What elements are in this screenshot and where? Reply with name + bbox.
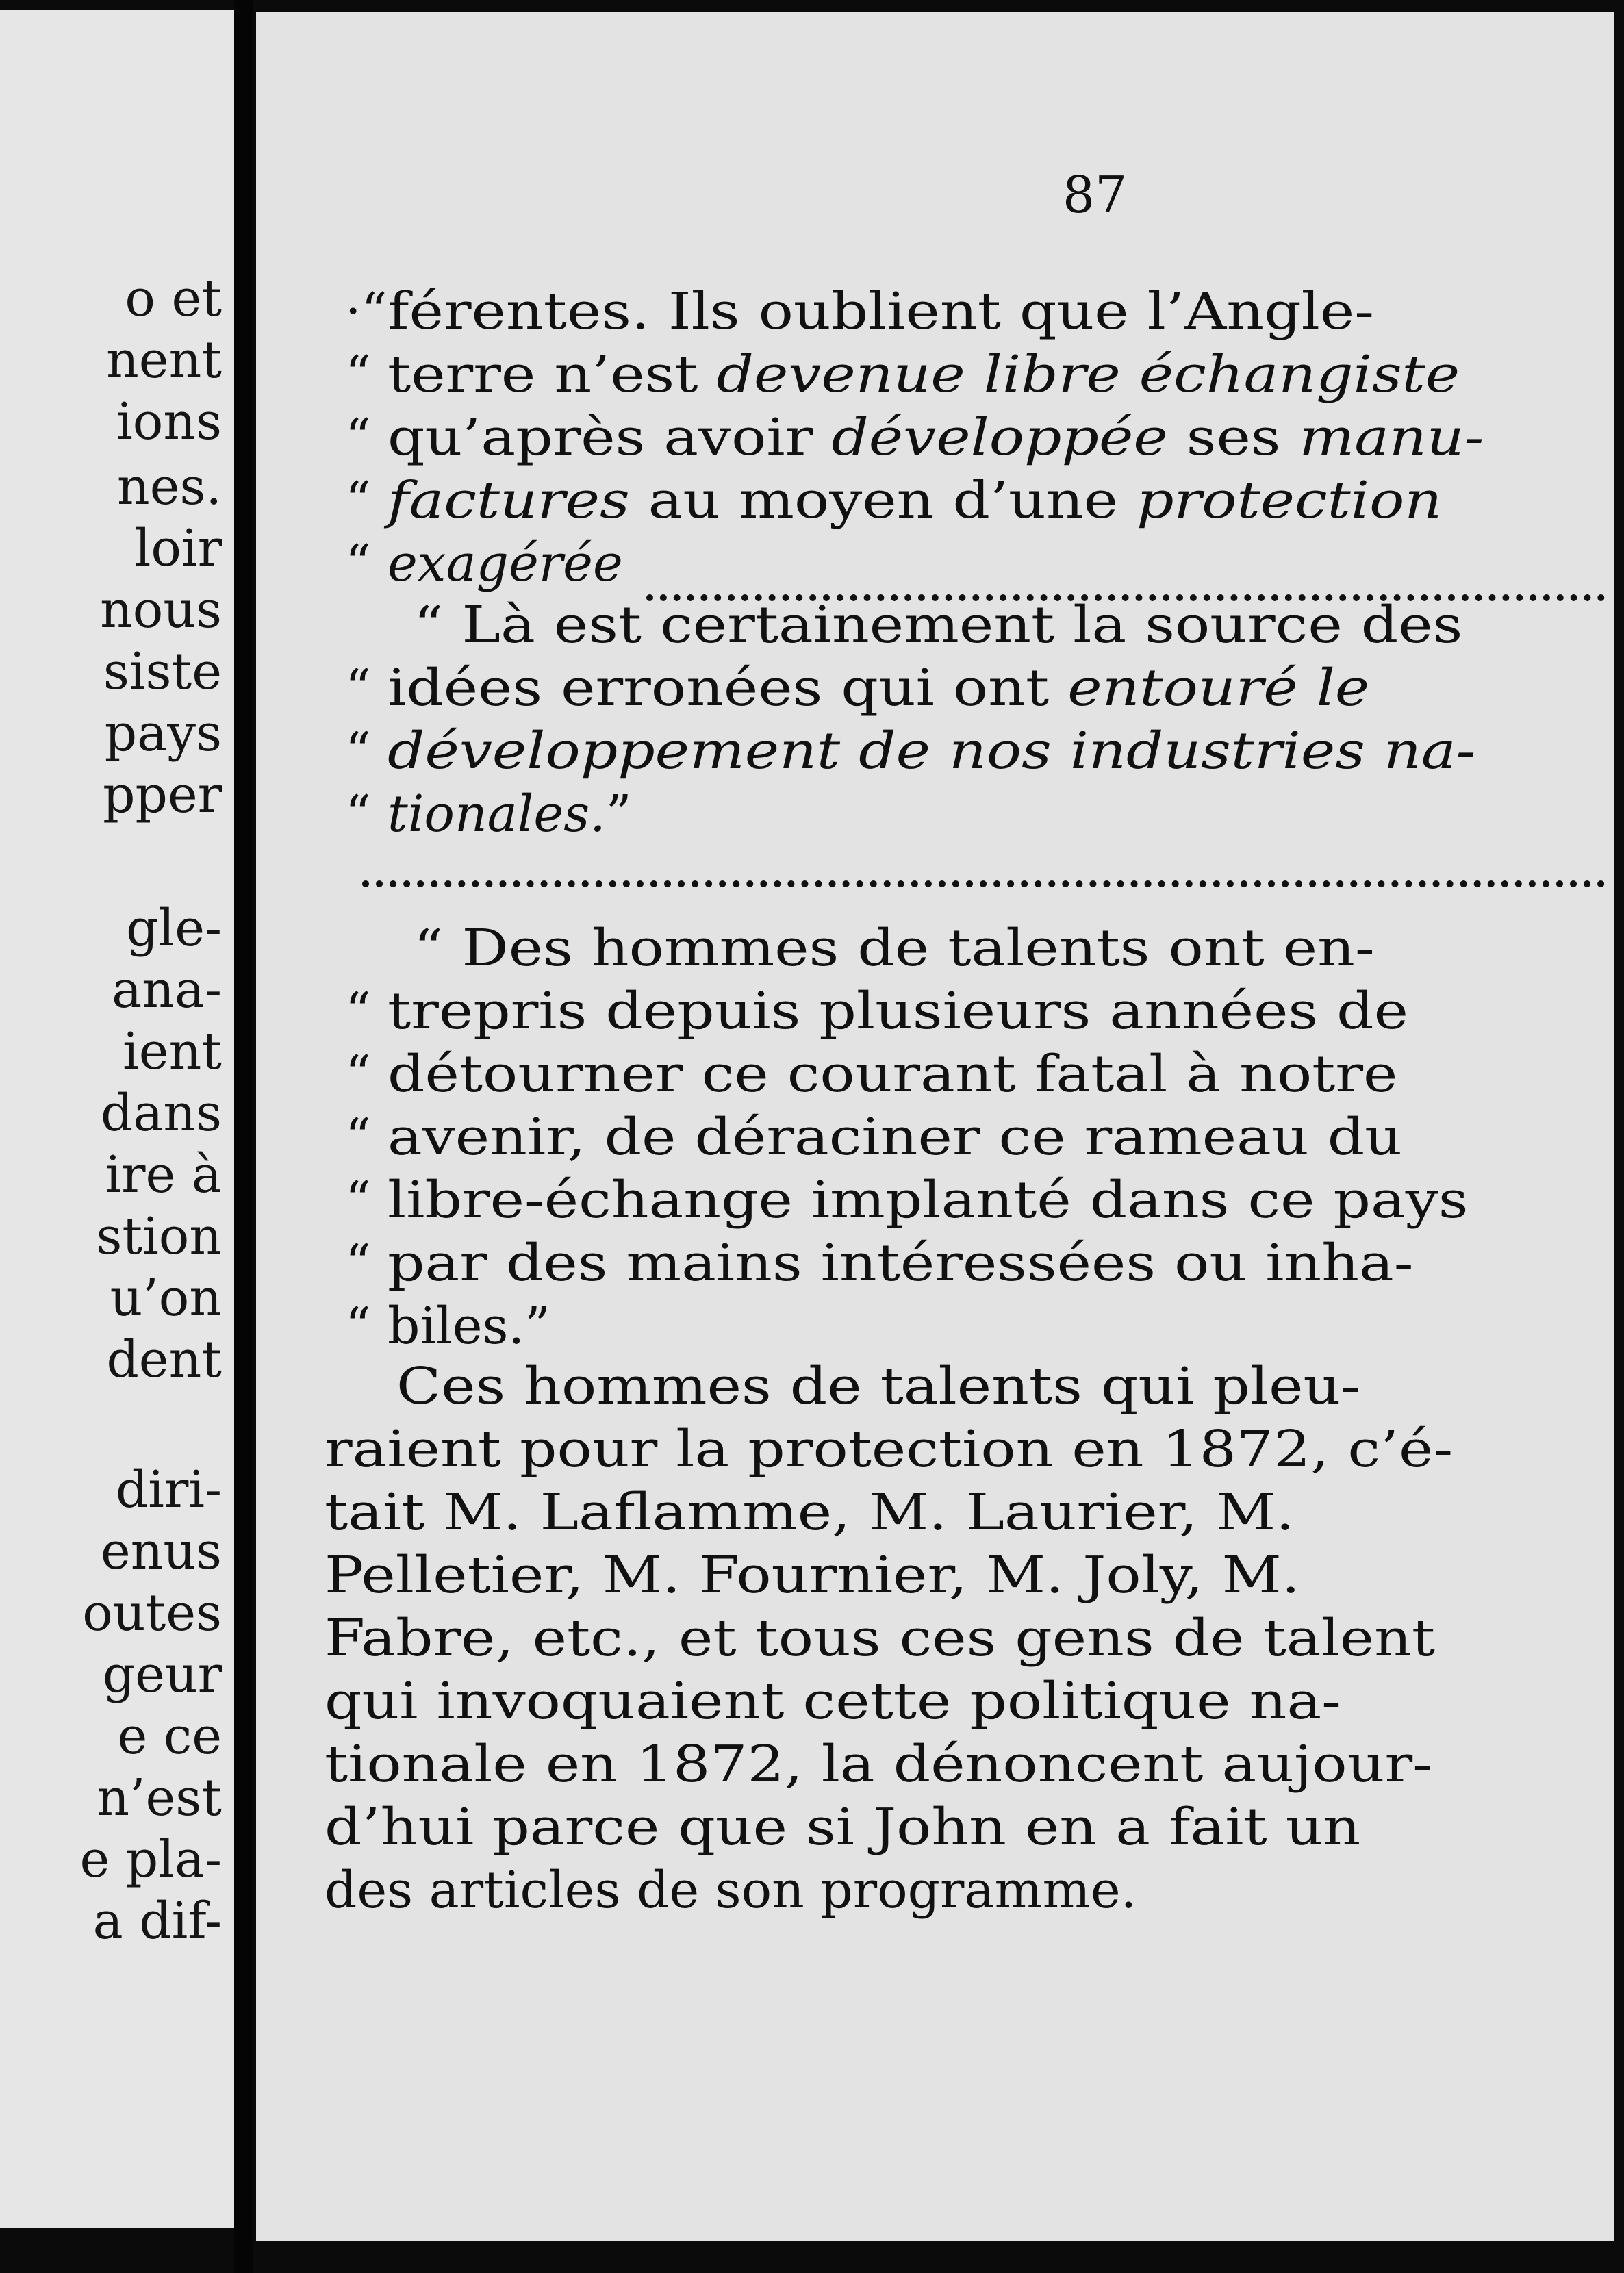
line-text <box>414 596 1463 655</box>
text-span: qui invoquaient cette politique na- <box>325 1672 1341 1731</box>
book-page <box>252 12 1614 2241</box>
text-line <box>345 1234 1414 1293</box>
facing-page-fragment: enus <box>100 1522 222 1581</box>
quote-mark: “ <box>345 1234 371 1293</box>
facing-page-fragment: ana- <box>112 961 222 1019</box>
text-line <box>345 982 1409 1041</box>
facing-page-fragment: gle- <box>126 899 222 958</box>
facing-page-fragment: nous <box>100 581 222 639</box>
line-text <box>396 1357 1361 1416</box>
facing-page-fragment: a dif- <box>92 1892 222 1951</box>
italic-span: factures <box>388 471 630 530</box>
facing-page-fragment: e pla- <box>79 1830 222 1889</box>
line-text <box>325 1420 1454 1479</box>
quote-mark: “ <box>345 534 371 593</box>
text-line <box>414 919 1375 978</box>
line-text <box>325 1735 1432 1794</box>
italic-span: entouré le <box>1067 659 1370 718</box>
line-text <box>325 1609 1436 1668</box>
italic-span: tionales. <box>388 785 606 843</box>
text-span: détourner ce courant fatal à notre <box>388 1045 1398 1104</box>
text-span: “ Là est certainement la source des <box>414 596 1463 655</box>
text-line <box>325 1546 1300 1605</box>
text-line <box>345 408 1484 467</box>
facing-page-fragment: ions <box>116 392 222 451</box>
text-span: des articles de son programme. <box>325 1861 1137 1920</box>
text-line <box>325 1798 1361 1857</box>
quote-mark: “ <box>345 1045 371 1104</box>
text-line <box>345 659 1370 718</box>
line-text <box>388 1297 550 1356</box>
text-line <box>345 471 1443 530</box>
italic-span: devenue libre échangiste <box>716 345 1460 404</box>
facing-page-fragment: nent <box>106 331 222 390</box>
line-text <box>388 1045 1398 1104</box>
text-line <box>325 1672 1341 1731</box>
text-line <box>345 785 632 843</box>
facing-page-fragment: o et <box>125 269 222 328</box>
line-text <box>388 408 1484 467</box>
line-text <box>388 722 1476 780</box>
text-span: Ces hommes de talents qui pleu- <box>396 1357 1361 1416</box>
facing-page-fragment: geur <box>102 1645 222 1704</box>
book-gutter <box>234 0 253 2273</box>
facing-page-fragment: outes <box>82 1584 222 1642</box>
text-line <box>345 722 1476 780</box>
facing-page-fragment: pays <box>104 704 222 763</box>
facing-page-fragment: dent <box>106 1330 222 1389</box>
quote-mark: “ <box>345 722 371 780</box>
quote-mark: “ <box>345 471 371 530</box>
quote-mark: “ <box>345 408 371 467</box>
ellipsis-dots-separator <box>362 880 1605 887</box>
line-text <box>388 659 1370 718</box>
quote-mark: “ <box>345 1297 371 1356</box>
text-span: libre-échange implanté dans ce pays <box>388 1171 1469 1230</box>
facing-page-fragment: loir <box>134 519 222 578</box>
text-span: d’hui parce que si John en a fait un <box>325 1798 1361 1857</box>
quote-mark: “ <box>345 1108 371 1167</box>
line-text <box>414 919 1375 978</box>
line-text <box>325 1798 1361 1857</box>
italic-span: développement de nos industries na- <box>388 722 1476 780</box>
facing-page <box>0 10 234 2228</box>
text-span: ” <box>605 785 632 843</box>
line-text <box>388 282 1375 341</box>
italic-span: protection <box>1137 471 1443 530</box>
text-span: raient pour la protection en 1872, c’é- <box>325 1420 1454 1479</box>
facing-page-fragment: ient <box>123 1022 222 1081</box>
facing-page-fragment: stion <box>96 1207 222 1266</box>
text-line <box>345 534 623 593</box>
facing-page-fragment: e ce <box>117 1707 222 1766</box>
facing-page-fragment: nes. <box>117 457 222 516</box>
facing-page-fragment: diri- <box>115 1460 222 1519</box>
quote-mark: “ <box>345 1171 371 1230</box>
text-line <box>345 1045 1398 1104</box>
text-span: idées erronées qui ont <box>388 659 1068 718</box>
line-text <box>325 1483 1295 1542</box>
italic-span: manu- <box>1299 408 1484 467</box>
text-line <box>396 1357 1361 1416</box>
text-line <box>345 282 1375 341</box>
page-number: 87 <box>1063 166 1128 225</box>
text-span: avenir, de déraciner ce rameau du <box>388 1108 1402 1167</box>
facing-page-fragment: ire à <box>105 1145 222 1204</box>
line-text <box>388 471 1443 530</box>
text-span: tait M. Laflamme, M. Laurier, M. <box>325 1483 1295 1542</box>
facing-page-fragment: n’est <box>97 1768 222 1827</box>
text-line <box>345 345 1460 404</box>
text-line <box>345 1297 550 1356</box>
line-text <box>388 1234 1414 1293</box>
line-text <box>388 1171 1469 1230</box>
text-line <box>325 1861 1137 1920</box>
line-text <box>388 982 1409 1041</box>
facing-page-fragment: pper <box>103 765 222 824</box>
line-text <box>388 785 632 843</box>
line-text <box>325 1672 1341 1731</box>
text-span: trepris depuis plusieurs années de <box>388 982 1409 1041</box>
line-text <box>325 1546 1300 1605</box>
text-span: biles.” <box>388 1297 550 1356</box>
quote-mark: “ <box>345 345 371 404</box>
line-text <box>388 1108 1402 1167</box>
text-span: férentes. Ils oublient que l’Angle- <box>388 282 1375 341</box>
facing-page-fragment: siste <box>103 642 222 701</box>
italic-span: exagérée <box>388 534 623 593</box>
text-span: Pelletier, M. Fournier, M. Joly, M. <box>325 1546 1300 1605</box>
facing-page-fragment: u’on <box>110 1269 222 1328</box>
quote-mark: “ <box>345 659 371 718</box>
text-span: “ Des hommes de talents ont en- <box>414 919 1375 978</box>
text-line <box>345 1108 1402 1167</box>
text-span: Fabre, etc., et tous ces gens de talent <box>325 1609 1436 1668</box>
text-span: terre n’est <box>388 345 717 404</box>
quote-mark: “ <box>345 785 371 843</box>
text-line <box>345 1171 1469 1230</box>
text-line <box>325 1735 1432 1794</box>
text-span: qu’après avoir <box>388 408 832 467</box>
line-text <box>388 534 623 593</box>
facing-page-fragment: dans <box>100 1084 222 1143</box>
line-text <box>325 1861 1137 1920</box>
text-span: tionale en 1872, la dénoncent aujour- <box>325 1735 1432 1794</box>
line-text <box>388 345 1460 404</box>
italic-span: développée <box>831 408 1168 467</box>
text-span: ses <box>1167 408 1299 467</box>
text-span: par des mains intéressées ou inha- <box>388 1234 1414 1293</box>
text-line <box>325 1483 1295 1542</box>
text-line <box>414 596 1463 655</box>
text-span: au moyen d’une <box>629 471 1137 530</box>
text-line <box>325 1420 1454 1479</box>
text-line <box>325 1609 1436 1668</box>
quote-mark: “ <box>345 982 371 1041</box>
quote-mark: ·“ <box>345 282 388 341</box>
